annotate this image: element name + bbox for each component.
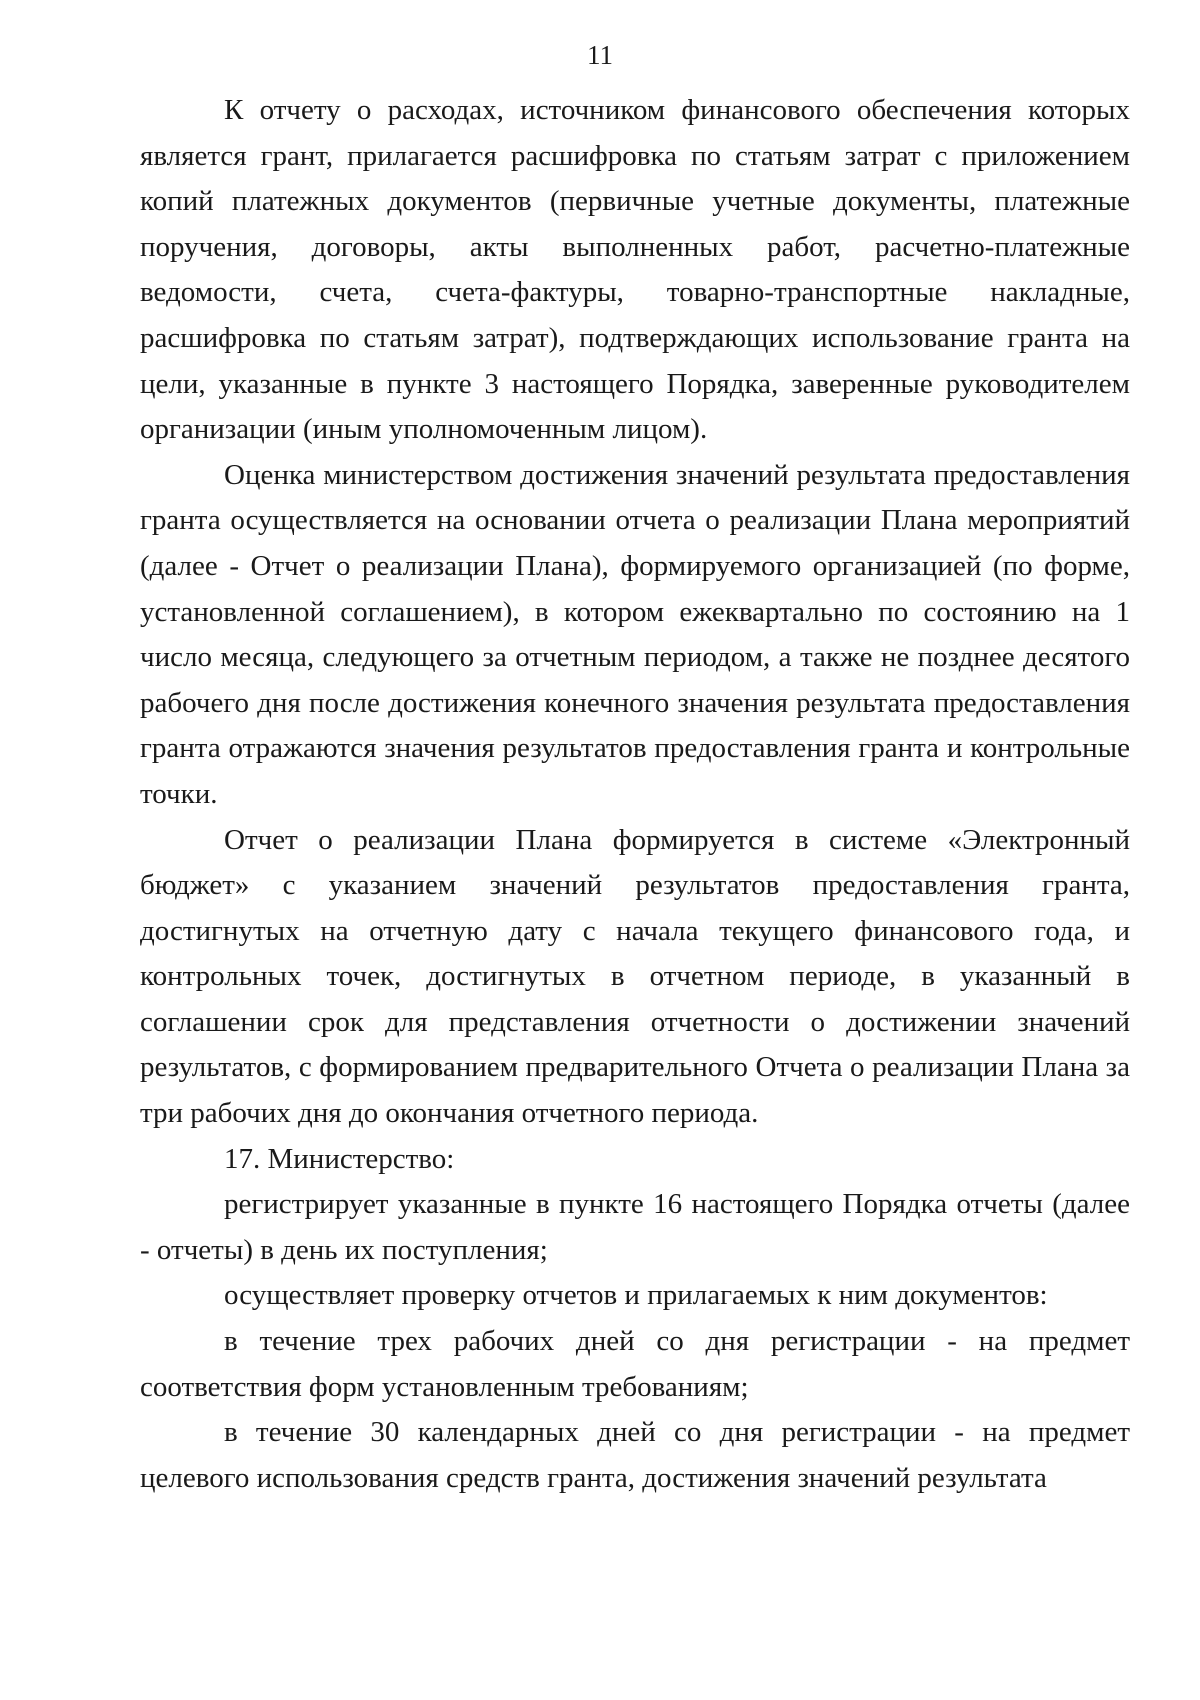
paragraph-registers-reports: регистрирует указанные в пункте 16 настоящего Порядка отчеты (далее - отчеты) в день их поступления; [140,1188,1130,1266]
paragraph-plan-report: Отчет о реализации Плана формируется в системе «Электронный бюджет» с указанием значений результатов предоставления гранта, достигнутых на отчетную дату с начала текущего финансового года, и контрольных точек, достигнутых в отчетном периоде, в указанный в соглашении срок для представления отчетности о достижении значений результатов, с формированием предварительного Отчета о реализации Плана за три рабочих дня до окончания отчетного периода. [140,823,1130,1130]
page-number: 11 [587,40,613,70]
paragraph-three-days: в течение трех рабочих дней со дня регистрации - на предмет соответствия форм установленным требованиям; [140,1325,1130,1403]
paragraph-thirty-days: в течение 30 календарных дней со дня регистрации - на предмет целевого использования средств гранта, достижения значений результата [140,1416,1130,1494]
paragraph-expense-report: К отчету о расходах, источником финансового обеспечения которых является грант, прилагается расшифровка по статьям затрат с приложением копий платежных документов (первичные учетные документы, платежные поручения, договоры, акты выполненных работ, расчетно-платежные ведомости, счета, счета-фактуры, товарно-транспортные накладные, расшифровка по статьям затрат), подтверждающих использование гранта на цели, указанные в пункте 3 настоящего Порядка, заверенные руководителем организации (иным уполномоченным лицом). [140,94,1130,446]
paragraph-result-evaluation: Оценка министерством достижения значений результата предоставления гранта осуществляется на основании отчета о реализации Плана мероприятий (далее - Отчет о реализации Плана), формируемого организацией (по форме, установленной соглашением), в котором ежеквартально по состоянию на 1 число месяца, следующего за отчетным периодом, а также не позднее десятого рабочего дня после достижения конечного значения результата предоставления гранта отражаются значения результатов предоставления гранта и контрольные точки. [140,458,1130,810]
document-body [140,88,1130,1501]
paragraph-checks-reports: осуществляет проверку отчетов и прилагаемых к ним документов: [224,1279,1048,1312]
paragraph-ministry-heading: 17. Министерство: [224,1142,455,1175]
